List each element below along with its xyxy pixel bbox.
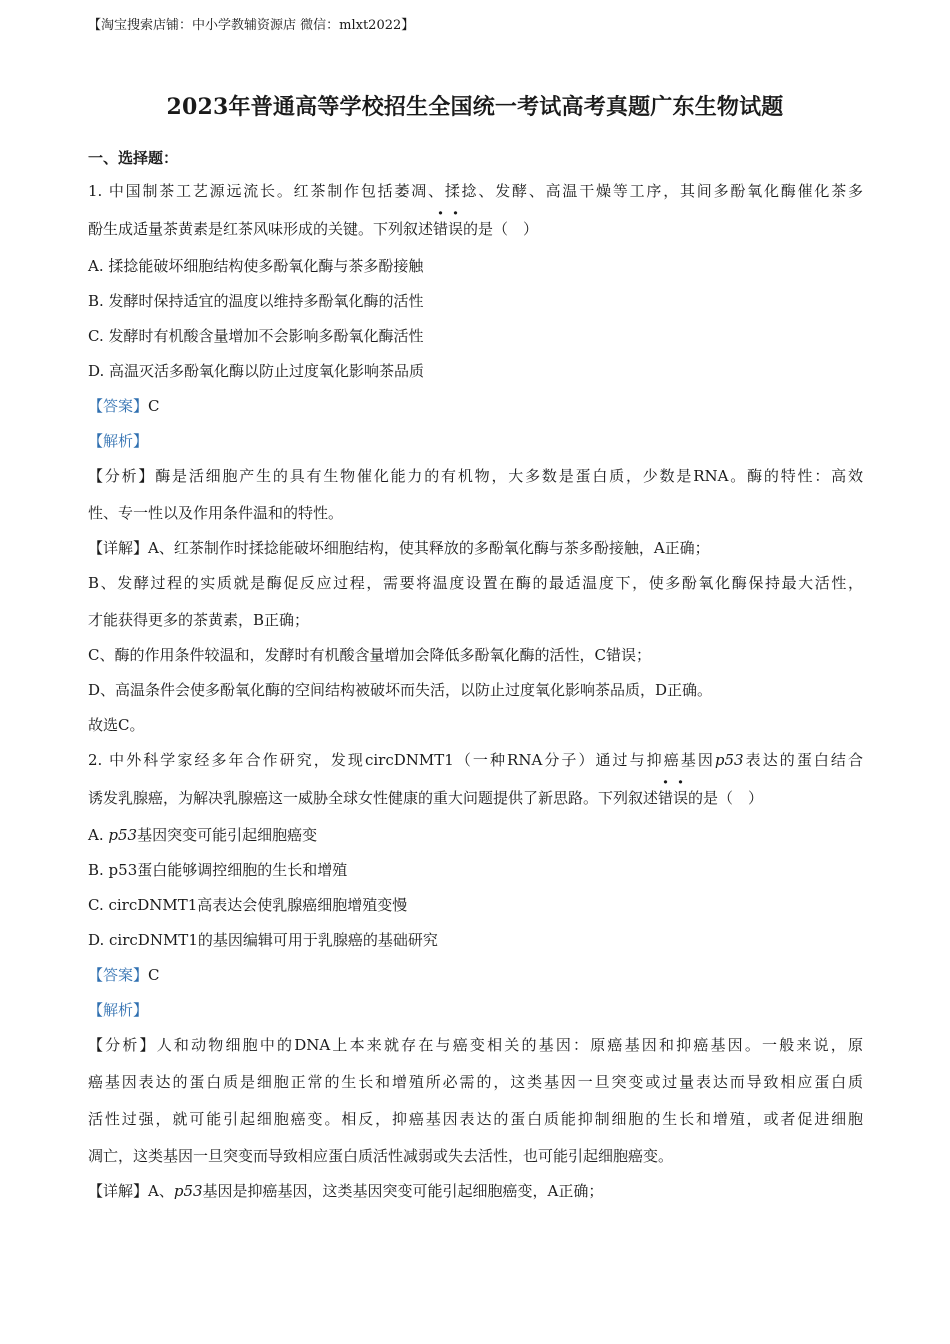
q1-stem-line1: 1. 中国制茶工艺源远流长。红茶制作包括萎凋、揉捻、发酵、高温干燥等工序，其间多酚氧化酶催化茶多: [88, 182, 863, 200]
q2-detail-line1: 【详解】A、p53基因是抑癌基因，这类基因突变可能引起细胞癌变，A正确；: [88, 1182, 604, 1200]
emphasis-dot: 误: [448, 220, 464, 238]
q1-option-b: B. 发酵时保持适宜的温度以维持多酚氧化酶的活性: [88, 292, 424, 310]
q2-option-c: C. circDNMT1高表达会使乳腺癌细胞增殖变慢: [88, 896, 408, 914]
q1-option-c: C. 发酵时有机酸含量增加不会影响多酚氧化酶活性: [88, 327, 424, 345]
q1-detail-line1: 【详解】A、红茶制作时揉捻能破坏细胞结构，使其释放的多酚氧化酶与茶多酚接触，A正确；: [88, 539, 710, 557]
q1-option-a: A. 揉捻能破坏细胞结构使多酚氧化酶与茶多酚接触: [88, 257, 424, 275]
q2-option-d: D. circDNMT1的基因编辑可用于乳腺癌的基础研究: [88, 931, 438, 949]
q1-fenxi-line1: 【分析】酶是活细胞产生的具有生物催化能力的有机物，大多数是蛋白质，少数是RNA。酶的特性：高效: [88, 467, 863, 485]
page-title: 2023年普通高等学校招生全国统一考试高考真题广东生物试题: [166, 94, 784, 120]
answer-tag: 【答案】: [88, 397, 149, 415]
q1-answer: [88, 396, 863, 416]
q1-analysis-tag: 【解析】: [88, 432, 149, 450]
section-heading: 一、选择题：: [88, 149, 179, 167]
q2-fenxi-line2: 癌基因表达的蛋白质是细胞正常的生长和增殖所必需的，这类基因一旦突变或过量表达而导致相应蛋白质: [88, 1073, 863, 1091]
q1-detail-line2: B、发酵过程的实质就是酶促反应过程，需要将温度设置在酶的最适温度下，使多酚氧化酶保持最大活性，: [88, 574, 863, 592]
q1-detail-line5: D、高温条件会使多酚氧化酶的空间结构被破坏而失活，以防止过度氧化影响茶品质，D正确。: [88, 681, 713, 699]
header-note: 【淘宝搜索店铺：中小学教辅资源店 微信：mlxt2022】: [88, 18, 415, 33]
answer-tag: 【答案】: [88, 966, 149, 984]
emphasis-dot: 错: [433, 220, 449, 238]
q2-stem-line1: 2. 中外科学家经多年合作研究，发现circDNMT1（一种RNA分子）通过与抑癌基因p53表达的蛋白结合: [88, 751, 863, 769]
q1-option-d: D. 高温灭活多酚氧化酶以防止过度氧化影响茶品质: [88, 362, 425, 380]
answer-value: C: [148, 966, 160, 984]
q1-stem-line2: 酚生成适量茶黄素是红茶风味形成的关键。下列叙述错误的是（ ）: [88, 220, 539, 238]
q2-fenxi-line4: 凋亡，这类基因一旦突变而导致相应蛋白质活性减弱或失去活性，也可能引起细胞癌变。: [88, 1147, 674, 1165]
q2-fenxi-line1: 【分析】人和动物细胞中的DNA上本来就存在与癌变相关的基因：原癌基因和抑癌基因。一般来说，原: [88, 1036, 863, 1054]
q2-analysis-tag: 【解析】: [88, 1001, 149, 1019]
q2-stem-line2: 诱发乳腺癌，为解决乳腺癌这一威胁全球女性健康的重大问题提供了新思路。下列叙述错误的是（ ）: [88, 789, 764, 807]
q2-option-a: A. p53基因突变可能引起细胞癌变: [88, 826, 318, 844]
emphasis-dot: 误: [673, 789, 689, 807]
q2-option-b: B. p53蛋白能够调控细胞的生长和增殖: [88, 861, 348, 879]
answer-value: C: [148, 397, 160, 415]
q1-conclusion: 故选C。: [88, 716, 145, 734]
q1-fenxi-line2: 性、专一性以及作用条件温和的特性。: [88, 504, 344, 522]
emphasis-dot: 错: [658, 789, 674, 807]
q2-fenxi-line3: 活性过强，就可能引起细胞癌变。相反，抑癌基因表达的蛋白质能抑制细胞的生长和增殖，或者促进细胞: [88, 1110, 863, 1128]
q1-detail-line3: 才能获得更多的茶黄素，B正确；: [88, 611, 310, 629]
q2-answer: [88, 965, 863, 985]
q1-detail-line4: C、酶的作用条件较温和，发酵时有机酸含量增加会降低多酚氧化酶的活性，C错误；: [88, 646, 651, 664]
